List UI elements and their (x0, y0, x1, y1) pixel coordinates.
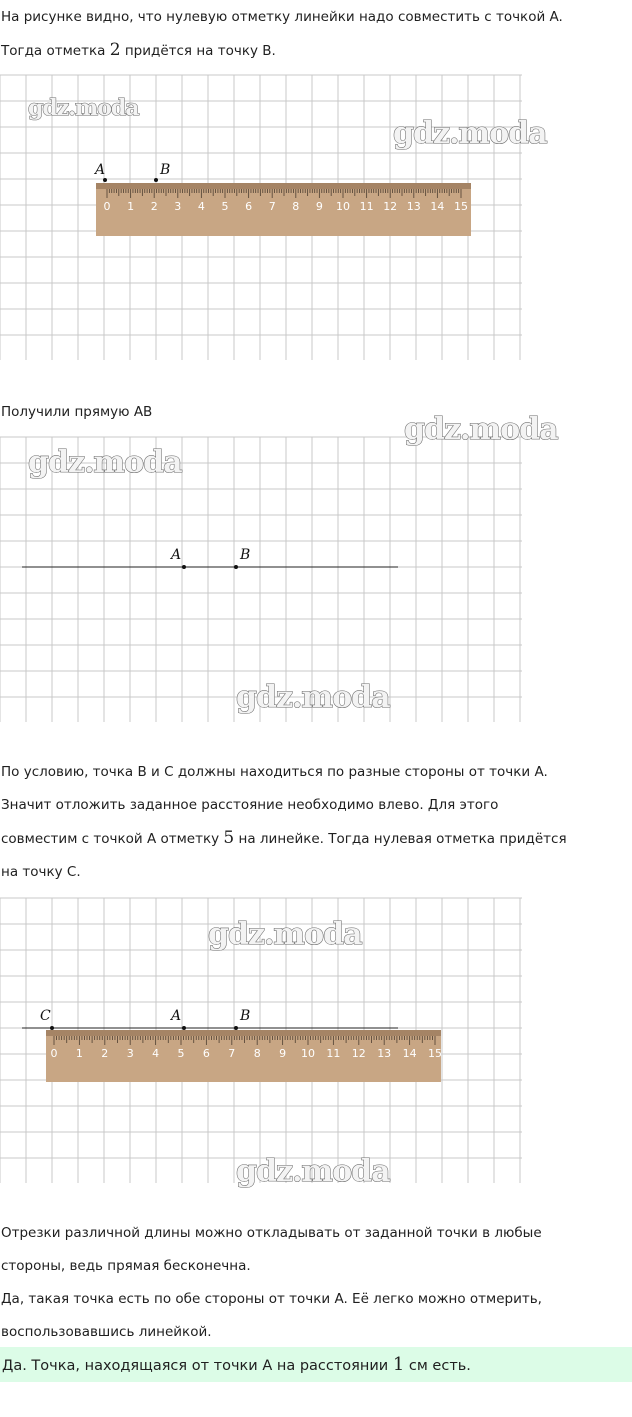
ruler-number: 12 (351, 1047, 366, 1060)
answer-end: см есть. (404, 1358, 471, 1374)
intro-line-2-start: Тогда отметка (1, 43, 110, 59)
ruler-number: 7 (228, 1047, 236, 1060)
watermark-bottom: gdz.moda (236, 680, 390, 715)
watermark-left: gdz.moda (28, 445, 182, 480)
ruler-number: 15 (428, 1047, 442, 1060)
watermark-top: gdz.moda (208, 917, 362, 952)
point-b-dot (234, 565, 238, 569)
ruler-number: 6 (245, 200, 253, 213)
ruler-number: 5 (177, 1047, 185, 1060)
ruler-number: 1 (127, 200, 135, 213)
point-b-label: B (240, 547, 251, 563)
ruler-number: 3 (174, 200, 182, 213)
intro-line-2 (1, 34, 629, 68)
ruler-number: 8 (253, 1047, 261, 1060)
condition-number-5: 5 (223, 828, 235, 848)
ruler-edge (96, 183, 471, 189)
ruler-number: 13 (377, 1047, 392, 1060)
point-a-dot (182, 565, 186, 569)
condition-paragraph (1, 756, 629, 889)
figure-1-svg (0, 75, 547, 361)
ruler-number: 5 (221, 200, 229, 213)
intro-number-2: 2 (109, 40, 121, 60)
condition-line-3-start: совместим с точкой A отметку (1, 831, 224, 847)
condition-line-3 (1, 822, 629, 856)
ruler-number: 9 (279, 1047, 287, 1060)
conclusion-paragraph (1, 1217, 629, 1349)
answer-box (0, 1347, 632, 1382)
point-a-label: A (171, 547, 182, 563)
intro-paragraph (1, 1, 629, 68)
ruler-number: 7 (268, 200, 276, 213)
ruler-number: 11 (359, 200, 374, 213)
point-a-dot (182, 1026, 186, 1030)
watermark-bottom: gdz.moda (236, 1154, 390, 1189)
ruler (96, 183, 471, 236)
point-a-dot (103, 178, 107, 182)
ruler-number: 0 (50, 1047, 58, 1060)
ruler-number: 2 (150, 200, 158, 213)
ruler-number: 1 (75, 1047, 83, 1060)
intro-line-1: На рисунке видно, что нулевую отметку линейки надо совместить с точкой A. (1, 9, 563, 25)
line-ab-text: Получили прямую AB (1, 404, 153, 420)
ruler-number: 9 (315, 200, 323, 213)
ruler (46, 1030, 442, 1082)
point-c-dot (50, 1026, 54, 1030)
ruler-number: 0 (103, 200, 111, 213)
point-a-label: A (95, 162, 106, 178)
answer-start: Да. Точка, находящаяся от точки A на расстоянии (2, 1358, 393, 1374)
ruler-number: 2 (101, 1047, 109, 1060)
point-b-dot (234, 1026, 238, 1030)
conclusion-line-1: Отрезки различной длины можно откладывать от заданной точки в любые (1, 1225, 542, 1241)
conclusion-line-4: воспользовавшись линейкой. (1, 1324, 212, 1340)
ruler-number: 15 (454, 200, 468, 213)
point-c-label: C (40, 1008, 51, 1024)
watermark-top-right: gdz.moda (404, 412, 558, 447)
intro-line-2-end: придётся на точку B. (120, 43, 276, 59)
point-b-dot (154, 178, 158, 182)
ruler-number: 12 (383, 200, 398, 213)
conclusion-line-2: стороны, ведь прямая бесконечна. (1, 1258, 251, 1274)
answer-number-1: 1 (392, 1354, 405, 1375)
condition-line-3-end: на линейке. Тогда нулевая отметка придётся (234, 831, 567, 847)
figure-ruler-cab (0, 898, 540, 1189)
ruler-number: 13 (406, 200, 421, 213)
condition-line-1: По условию, точка B и C должны находиться по разные стороны от точки A. (1, 764, 548, 780)
watermark-small: gdz.moda (28, 95, 139, 121)
point-a-label: A (171, 1008, 182, 1024)
ruler-number: 10 (336, 200, 350, 213)
ruler-number: 10 (301, 1047, 315, 1060)
figure-ruler-ab (0, 75, 547, 361)
point-b-label: B (240, 1008, 251, 1024)
ruler-number: 4 (197, 200, 205, 213)
ruler-number: 14 (430, 200, 445, 213)
ruler-number: 6 (202, 1047, 210, 1060)
ruler-number: 11 (326, 1047, 341, 1060)
watermark-large: gdz.moda (393, 116, 547, 151)
point-b-label: B (160, 162, 171, 178)
condition-line-4: на точку C. (1, 864, 81, 880)
ruler-number: 4 (152, 1047, 160, 1060)
figure-3-svg (0, 898, 540, 1189)
ruler-number: 8 (292, 200, 300, 213)
condition-line-2: Значит отложить заданное расстояние необходимо влево. Для этого (1, 797, 499, 813)
ruler-number: 3 (126, 1047, 134, 1060)
ruler-edge (46, 1030, 441, 1036)
ruler-number: 14 (402, 1047, 417, 1060)
conclusion-line-3: Да, такая точка есть по обе стороны от точки A. Её легко можно отмерить, (1, 1291, 542, 1307)
